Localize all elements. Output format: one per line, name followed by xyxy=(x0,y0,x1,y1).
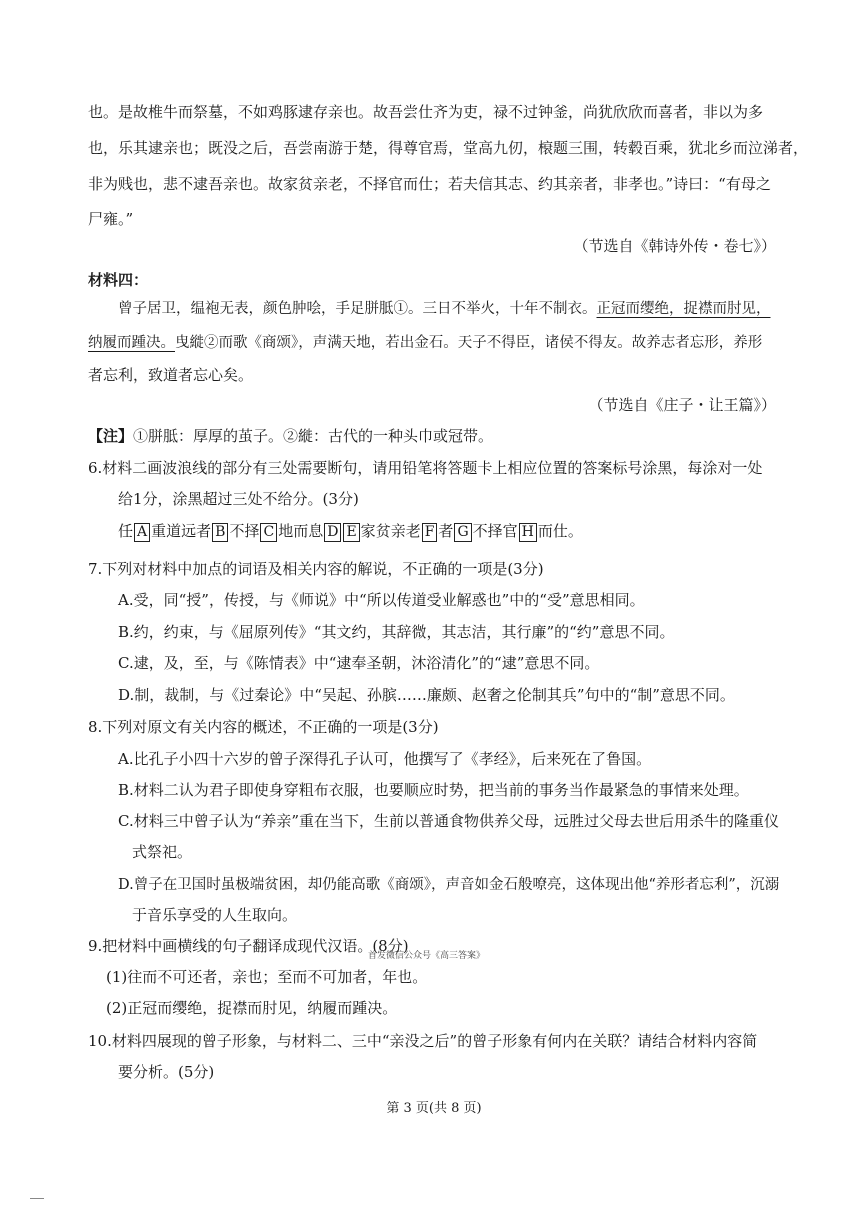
material4-underlined-2: 纳履而踵决。 xyxy=(88,335,175,351)
q9-stem: 9.把材料中画横线的句子翻译成现代汉语。(8分) xyxy=(88,937,409,955)
q6-box-g[interactable]: G xyxy=(454,523,471,542)
note-text: ①胼胝：厚厚的茧子。②縰：古代的一种头巾或冠带。 xyxy=(133,427,494,445)
q6-seg: 家 xyxy=(360,522,376,540)
material3-source: （节选自《韩诗外传・卷七》） xyxy=(573,237,776,255)
q8-option-d-line-2: 于音乐享受的人生取向。 xyxy=(132,906,298,924)
material3-line-1: 也。是故椎牛而祭墓，不如鸡豚逮存亲也。故吾尝仕齐为吏，禄不过钟釜，尚犹欣欣而喜者，非以为多 xyxy=(88,103,764,121)
q6-seg: 地而息 xyxy=(278,522,324,540)
note-label: 【注】 xyxy=(88,427,134,445)
q8-option-a: A.比孔子小四十六岁的曾子深得孔子认可，他撰写了《孝经》，后来死在了鲁国。 xyxy=(118,750,652,768)
material4-line-3: 者忘利，致道者忘心矣。 xyxy=(88,366,254,384)
q6-box-d[interactable]: D xyxy=(324,523,341,542)
q8-stem: 8.下列对原文有关内容的概述，不正确的一项是(3分) xyxy=(88,718,439,736)
material4-line-1 xyxy=(118,297,771,318)
material4-heading: 材料四： xyxy=(88,271,149,289)
q6-seg: 不择 xyxy=(229,522,260,540)
material4-line-2 xyxy=(88,331,762,352)
q6-box-h[interactable]: H xyxy=(519,523,537,542)
q7-option-c: C.逮，及，至，与《陈情表》中“逮奉圣朝，沐浴清化”的“逮”意思不同。 xyxy=(118,654,600,672)
q7-stem: 7.下列对材料中加点的词语及相关内容的解说，不正确的一项是(3分) xyxy=(88,560,544,578)
material3-line-2: 也，乐其逮亲也；既没之后，吾尝南游于楚，得尊官焉，堂高九仞，榱题三围，转毂百乘，犹北乡而泣涕者， xyxy=(88,139,809,157)
q6-box-c[interactable]: C xyxy=(260,523,277,542)
q6-seg: 任 xyxy=(118,522,134,540)
material4-source: （节选自《庄子・让王篇》） xyxy=(588,396,776,414)
material4-line2-text: 曳縰②而歌《商颂》，声满天地，若出金石。天子不得臣，诸侯不得友。故养志者忘形，养形 xyxy=(175,335,763,351)
q8-option-c-line-1: C.材料三中曾子认为“养亲”重在当下，生前以普通食物供养父母，远胜过父母去世后用杀牛的隆重仪 xyxy=(118,812,780,830)
q6-answer-row xyxy=(118,520,583,542)
q6-seg: 而仕。 xyxy=(537,522,583,540)
material3-line-3: 非为贱也，悲不逮吾亲也。故家贫亲老，不择官而仕；若夫信其志、约其亲者，非孝也。”诗曰：“有母之 xyxy=(88,175,771,193)
annotation-note xyxy=(88,425,493,446)
q6-box-a[interactable]: A xyxy=(134,523,150,542)
q7-option-d: D.制，裁制，与《过秦论》中“吴起、孙膑……廉颇、赵奢之伦制其兵”句中的“制”意思不同。 xyxy=(118,686,735,704)
q6-seg: 者 xyxy=(438,522,454,540)
q7-option-a: A.受，同“授”，传授，与《师说》中“所以传道受业解惑也”中的“受”意思相同。 xyxy=(118,591,645,609)
q8-option-b: B.材料二认为君子即使身穿粗布衣服，也要顺应时势，把当前的事务当作最紧急的事情来处理。 xyxy=(118,781,749,799)
q8-option-d-line-1: D.曾子在卫国时虽极端贫困，却仍能高歌《商颂》，声音如金石般嘹亮，这体现出他“养形者忘利”，沉溺 xyxy=(118,877,780,893)
q6-seg: 贫亲老 xyxy=(375,522,421,540)
q7-option-b: B.约，约束，与《屈原列传》“其文约，其辞微，其志洁，其行廉”的“约”意思不同。 xyxy=(118,623,675,641)
corner-mark xyxy=(30,1198,44,1199)
q10-stem-line-2: 要分析。(5分) xyxy=(118,1063,215,1081)
material3-line-4: 尸雍。” xyxy=(88,210,134,228)
q6-box-f[interactable]: F xyxy=(422,523,438,542)
q6-seg: 不择官 xyxy=(472,522,518,540)
material4-underlined-1: 正冠而缨绝，捉襟而肘见， xyxy=(596,301,771,317)
q6-box-b[interactable]: B xyxy=(212,523,228,542)
q10-stem-line-1: 10.材料四展现的曾子形象，与材料二、三中“亲没之后”的曾子形象有何内在关联？请结合材料内容简 xyxy=(88,1032,758,1050)
page-number: 第 3 页(共 8 页) xyxy=(386,1101,482,1116)
q9-sentence-2: (2)正冠而缨绝，捉襟而肘见，纳履而踵决。 xyxy=(106,999,398,1017)
q8-option-c-line-2: 式祭祀。 xyxy=(132,843,193,861)
q6-box-e[interactable]: E xyxy=(343,523,359,542)
q6-stem-line-1: 6.材料二画波浪线的部分有三处需要断句，请用铅笔将答题卡上相应位置的答案标号涂黑，每涂对一处 xyxy=(88,459,763,477)
q9-sentence-1: (1)往而不可还者，亲也；至而不可加者，年也。 xyxy=(106,968,428,986)
material4-line1-text: 曾子居卫，缊袍无表，颜色肿哙，手足胼胝①。三日不举火，十年不制衣。 xyxy=(118,301,597,317)
q6-stem-line-2: 给1分，涂黑超过三处不给分。(3分) xyxy=(118,490,359,508)
q6-seg: 重道远者 xyxy=(151,522,212,540)
watermark-text: 首发微信公众号《高三答案》 xyxy=(368,951,486,961)
